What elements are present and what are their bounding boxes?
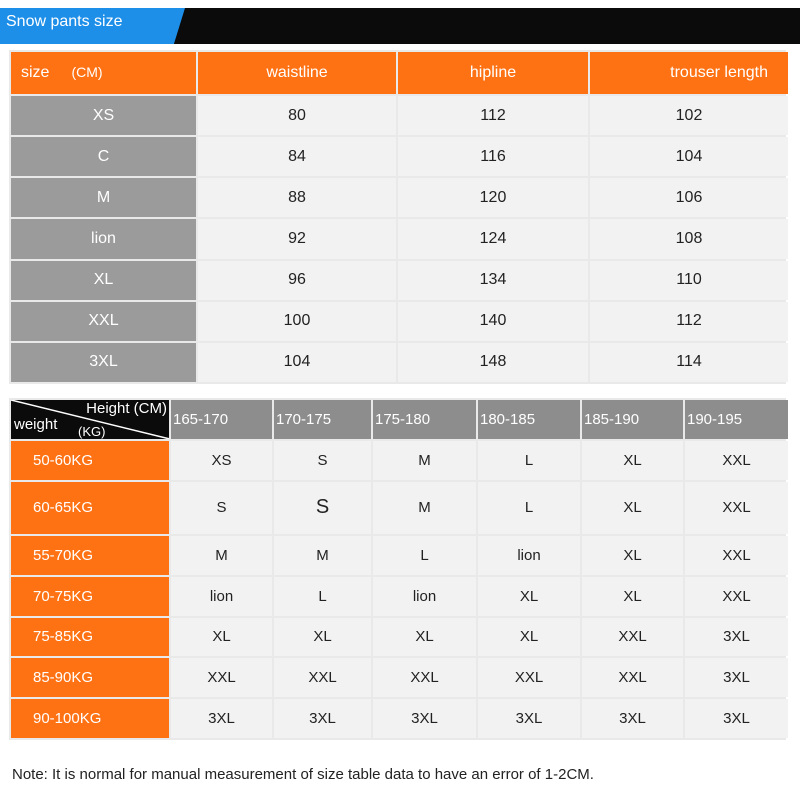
trouser-length-cell: 106 bbox=[590, 178, 788, 217]
waistline-cell: 96 bbox=[198, 261, 396, 300]
waistline-cell: 92 bbox=[198, 219, 396, 258]
hipline-cell: 124 bbox=[398, 219, 588, 258]
fit-size-cell: 3XL bbox=[685, 618, 788, 657]
fit-size-cell: M bbox=[274, 536, 371, 575]
waistline-cell: 84 bbox=[198, 137, 396, 176]
hipline-cell: 112 bbox=[398, 96, 588, 135]
fit-size-cell: 3XL bbox=[478, 699, 580, 738]
weight-cell: 55-70KG bbox=[11, 536, 169, 575]
size-cell: M bbox=[11, 178, 196, 217]
fit-size-cell: XXL bbox=[478, 658, 580, 697]
waistline-cell: 104 bbox=[198, 343, 396, 382]
fit-size-cell: XL bbox=[582, 482, 683, 534]
trouser-length-cell: 114 bbox=[590, 343, 788, 382]
table-row bbox=[11, 482, 788, 534]
size-cell: 3XL bbox=[11, 343, 196, 382]
fit-size-cell: lion bbox=[373, 577, 476, 616]
fit-size-cell: 3XL bbox=[373, 699, 476, 738]
fit-size-cell: XXL bbox=[685, 577, 788, 616]
fit-size-cell: XXL bbox=[373, 658, 476, 697]
fit-size-cell: 3XL bbox=[171, 699, 272, 738]
table-row bbox=[11, 577, 788, 616]
fit-size-cell: XL bbox=[274, 618, 371, 657]
fit-size-cell: XXL bbox=[171, 658, 272, 697]
fit-size-cell: XL bbox=[582, 441, 683, 480]
table-row bbox=[11, 343, 788, 382]
hipline-cell: 120 bbox=[398, 178, 588, 217]
fit-size-cell: XXL bbox=[685, 482, 788, 534]
waistline-cell: 80 bbox=[198, 96, 396, 135]
height-header: 165-170 bbox=[171, 400, 272, 439]
fit-size-cell: XL bbox=[478, 577, 580, 616]
table-row bbox=[11, 441, 788, 480]
fit-size-cell: L bbox=[478, 482, 580, 534]
height-weight-fit-table bbox=[9, 398, 786, 740]
fit-size-cell: lion bbox=[171, 577, 272, 616]
weight-axis-label: weight bbox=[14, 416, 58, 433]
fit-size-cell: XXL bbox=[274, 658, 371, 697]
title-bar bbox=[0, 8, 800, 44]
fit-size-cell: XL bbox=[171, 618, 272, 657]
size-cell: XXL bbox=[11, 302, 196, 341]
size-cell: lion bbox=[11, 219, 196, 258]
height-header: 190-195 bbox=[685, 400, 788, 439]
fit-size-cell: 3XL bbox=[274, 699, 371, 738]
fit-size-cell: XS bbox=[171, 441, 272, 480]
weight-cell: 70-75KG bbox=[11, 577, 169, 616]
hipline-cell: 140 bbox=[398, 302, 588, 341]
table-row bbox=[11, 219, 788, 258]
fit-size-cell: M bbox=[373, 441, 476, 480]
weight-cell: 50-60KG bbox=[11, 441, 169, 480]
weight-cell: 85-90KG bbox=[11, 658, 169, 697]
table-row bbox=[11, 618, 788, 657]
fit-size-cell: XL bbox=[582, 536, 683, 575]
table-row bbox=[11, 178, 788, 217]
hipline-cell: 116 bbox=[398, 137, 588, 176]
weight-cell: 90-100KG bbox=[11, 699, 169, 738]
fit-size-cell: 3XL bbox=[582, 699, 683, 738]
fit-size-cell: XXL bbox=[685, 536, 788, 575]
size-cell: XS bbox=[11, 96, 196, 135]
weight-cell: 60-65KG bbox=[11, 482, 169, 534]
fit-size-cell: 3XL bbox=[685, 699, 788, 738]
size-cell: C bbox=[11, 137, 196, 176]
fit-size-cell: S bbox=[171, 482, 272, 534]
trouser-length-cell: 112 bbox=[590, 302, 788, 341]
height-header: 185-190 bbox=[582, 400, 683, 439]
corner-cell bbox=[11, 400, 169, 439]
trouser-length-cell: 110 bbox=[590, 261, 788, 300]
table-row bbox=[11, 261, 788, 300]
waistline-cell: 100 bbox=[198, 302, 396, 341]
size-measurement-table bbox=[9, 50, 786, 384]
fit-size-cell: XL bbox=[373, 618, 476, 657]
fit-size-cell: L bbox=[478, 441, 580, 480]
header-waistline: waistline bbox=[198, 52, 396, 94]
header-size-label: size bbox=[21, 64, 50, 81]
table-row bbox=[11, 302, 788, 341]
weight-cell: 75-85KG bbox=[11, 618, 169, 657]
fit-size-cell: lion bbox=[478, 536, 580, 575]
fit-size-cell: XXL bbox=[685, 441, 788, 480]
weight-unit-label: (KG) bbox=[78, 424, 106, 439]
table-row bbox=[11, 137, 788, 176]
page-title: Snow pants size bbox=[6, 13, 123, 30]
fit-size-cell: L bbox=[274, 577, 371, 616]
fit-size-cell: S bbox=[274, 482, 371, 534]
hipline-cell: 134 bbox=[398, 261, 588, 300]
height-header: 175-180 bbox=[373, 400, 476, 439]
waistline-cell: 88 bbox=[198, 178, 396, 217]
trouser-length-cell: 102 bbox=[590, 96, 788, 135]
trouser-length-cell: 104 bbox=[590, 137, 788, 176]
fit-size-cell: XL bbox=[478, 618, 580, 657]
hipline-cell: 148 bbox=[398, 343, 588, 382]
fit-size-cell: M bbox=[373, 482, 476, 534]
size-cell: XL bbox=[11, 261, 196, 300]
fit-size-cell: M bbox=[171, 536, 272, 575]
table-row bbox=[11, 658, 788, 697]
table-row bbox=[11, 699, 788, 738]
height-axis-label: Height (CM) bbox=[86, 400, 167, 417]
fit-size-cell: 3XL bbox=[685, 658, 788, 697]
fit-size-cell: XXL bbox=[582, 618, 683, 657]
fit-size-cell: XXL bbox=[582, 658, 683, 697]
fit-size-cell: XL bbox=[582, 577, 683, 616]
fit-size-cell: S bbox=[274, 441, 371, 480]
header-size bbox=[11, 52, 196, 94]
trouser-length-cell: 108 bbox=[590, 219, 788, 258]
fit-size-cell: L bbox=[373, 536, 476, 575]
table-row bbox=[11, 96, 788, 135]
table-row bbox=[11, 536, 788, 575]
measurement-note: Note: It is normal for manual measurement of size table data to have an error of 1-2CM. bbox=[12, 766, 594, 783]
header-hipline: hipline bbox=[398, 52, 588, 94]
height-header: 170-175 bbox=[274, 400, 371, 439]
header-unit: (CM) bbox=[71, 64, 103, 80]
size-table-header-row bbox=[11, 52, 788, 94]
height-header: 180-185 bbox=[478, 400, 580, 439]
fit-table-header-row bbox=[11, 400, 788, 439]
header-trouser-length: trouser length bbox=[590, 52, 788, 94]
